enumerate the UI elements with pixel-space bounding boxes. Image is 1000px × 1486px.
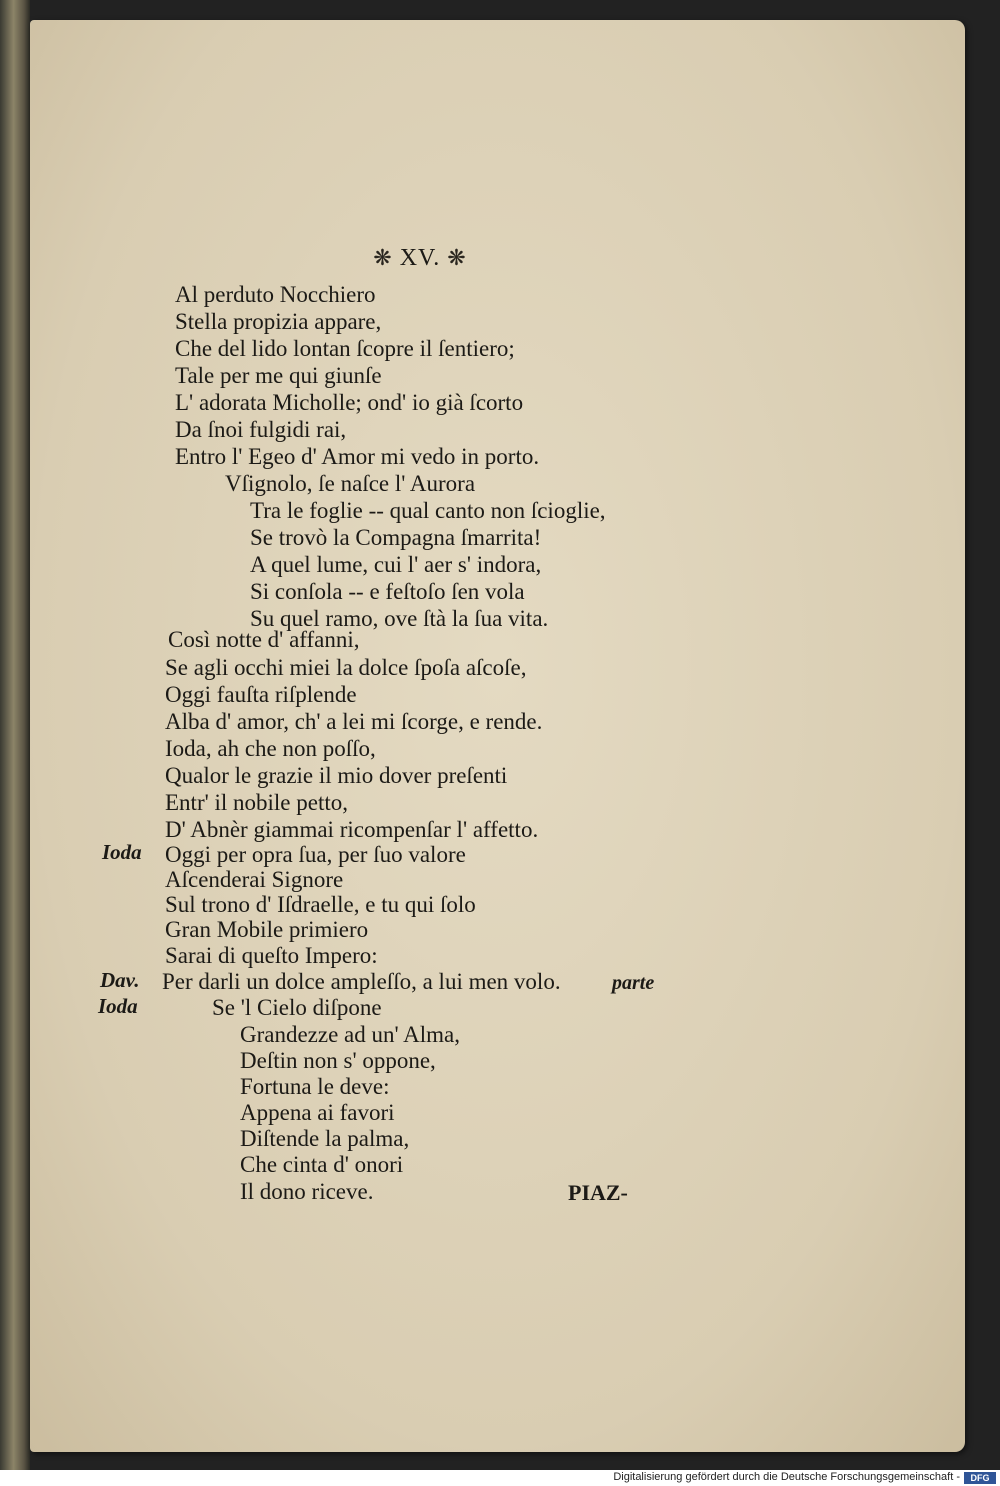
text-line: Stella propizia appare, [175,309,382,334]
text-line: Su quel ramo, ove ſtà la ſua vita. [250,606,549,631]
text-line: A quel lume, cui l' aer s' indora, [250,552,542,577]
footer-bar [0,1470,1000,1486]
text-line: Che del lido lontan ſcopre il ſentiero; [175,336,515,361]
dfg-logo-icon: DFG [964,1472,996,1484]
text-line: Che cinta d' onori [240,1152,404,1177]
text-line: Alba d' amor, ch' a lei mi ſcorge, e rende. [165,709,543,734]
text-line: Si conſola -- e feſtoſo ſen vola [250,579,525,604]
previous-page-edge [0,0,30,1470]
text-line: Oggi per opra ſua, per ſuo valore [165,842,466,867]
text-line: Deſtin non s' oppone, [240,1048,436,1073]
catchword: PIAZ- [568,1180,628,1205]
text-line: L' adorata Micholle; ond' io già ſcorto [175,390,524,415]
text-line: Il dono riceve. [240,1179,374,1204]
text-line: Se 'l Cielo diſpone [212,995,382,1020]
text-line: Gran Mobile primiero [165,917,369,942]
text-line: Sul trono d' Iſdraelle, e tu qui ſolo [165,892,476,917]
text-line: Se agli occhi miei la dolce ſpoſa aſcoſe, [165,655,527,680]
speaker-label: Dav. [100,968,140,992]
ornament-left-icon: ❋ [373,245,393,270]
text-line: Oggi fauſta riſplende [165,682,357,707]
text-line: Entro l' Egeo d' Amor mi vedo in porto. [175,444,540,469]
speaker-label: Ioda [98,994,138,1018]
text-line: Vſignolo, ſe naſce l' Aurora [225,471,476,496]
text-line: Tale per me qui giunſe [175,363,382,388]
text-line: Ioda, ah che non poſſo, [165,736,376,761]
footer-credit: Digitalisierung gefördert durch die Deutsche Forschungsgemeinschaft - [613,1471,960,1483]
text-line: Sarai di queſto Impero: [165,943,378,968]
speaker-label: Ioda [102,840,142,864]
text-line: D' Abnèr giammai ricompenſar l' affetto. [165,817,539,842]
page-number: XV. [399,245,441,271]
text-line: Tra le foglie -- qual canto non ſcioglie, [250,498,606,523]
text-line: Al perduto Nocchiero [175,282,376,307]
page-header [350,245,490,272]
text-line: Aſcenderai Signore [165,867,344,892]
stage-direction: parte [612,972,655,994]
text-line: Grandezze ad un' Alma, [240,1022,460,1047]
text-line: Entr' il nobile petto, [165,790,349,815]
text-line: Qualor le grazie il mio dover preſenti [165,763,508,788]
text-line: Per darli un dolce ampleſſo, a lui men volo. [162,969,561,994]
ornament-right-icon: ❋ [447,245,467,270]
text-line: Diſtende la palma, [240,1126,410,1151]
text-line: Così notte d' affanni, [168,627,360,652]
text-line: Da ſnoi fulgidi rai, [175,417,347,442]
text-line: Se trovò la Compagna ſmarrita! [250,525,542,550]
text-line: Fortuna le deve: [240,1074,390,1099]
text-line: Appena ai favori [240,1100,395,1125]
